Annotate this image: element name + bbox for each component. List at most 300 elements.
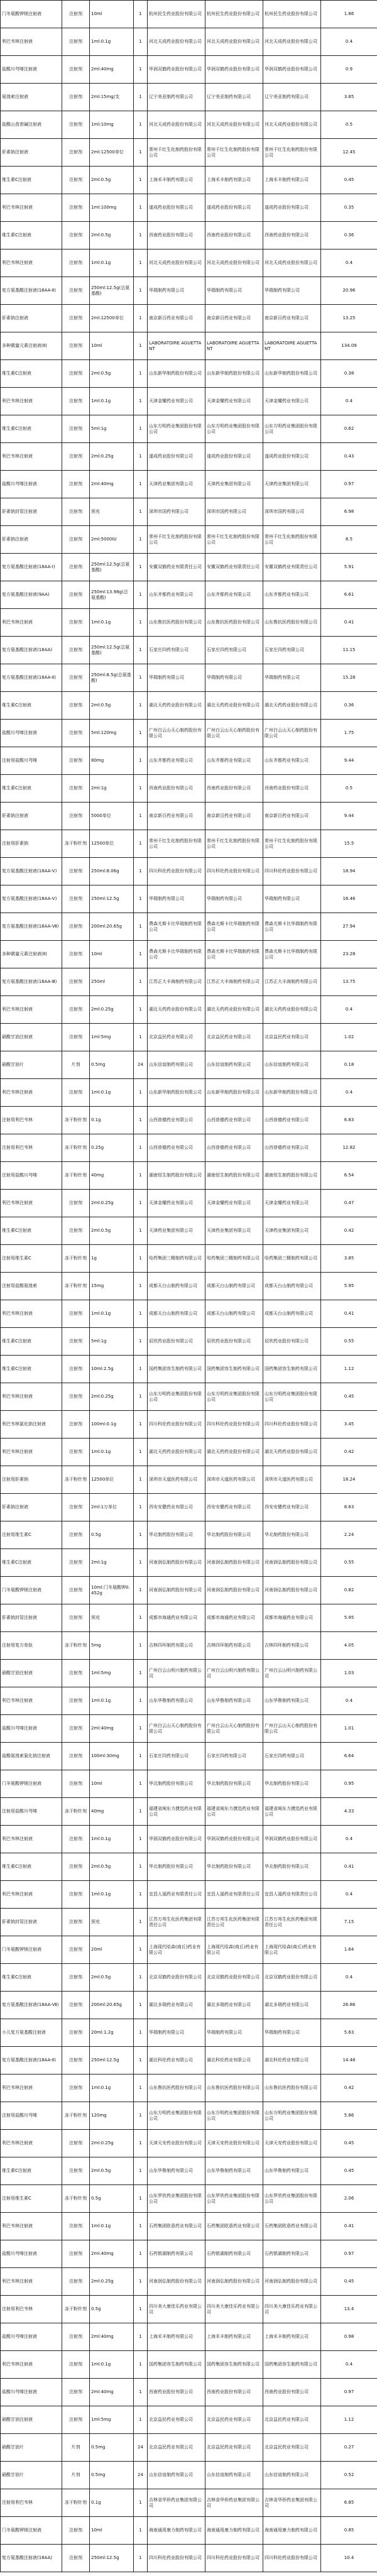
pack-qty-cell: 1 [134, 2268, 148, 2296]
specification-cell: 2ml:15mg/支 [90, 84, 134, 111]
table-row [1, 1356, 377, 1383]
table-row [1, 1107, 377, 1134]
dosage-form-cell: 注射剂 [62, 1964, 90, 1992]
price-cell: 1.75 [321, 720, 377, 747]
table-row [1, 1466, 377, 1494]
pack-qty-cell: 1 [134, 1853, 148, 1881]
table-row [1, 1079, 377, 1107]
manufacturer-cell: 哈药集团三精制药有限公司 [148, 1245, 205, 1273]
drug-name-cell: 门冬氨酸钾镁注射液 [1, 1770, 62, 1798]
table-row [1, 1521, 377, 1549]
dosage-form-cell: 注射剂 [62, 305, 90, 332]
specification-cell: 2ml:0.5g [90, 1217, 134, 1245]
pack-qty-cell: 1 [134, 2240, 148, 2268]
dosage-form-cell: 注射剂 [62, 1881, 90, 1909]
pack-qty-cell: 1 [134, 1798, 148, 1826]
manufacturer-cell: 吉林省华侨药业集团有限公司 [148, 2489, 205, 2517]
pack-qty-cell: 1 [134, 56, 148, 84]
table-row [1, 1604, 377, 1632]
pack-qty-cell: 1 [134, 2075, 148, 2102]
manufacturer-cell: 湖北科伦药业有限公司 [148, 2047, 205, 2075]
distributor-cell: 天津金耀药业有限公司 [263, 1190, 321, 1217]
specification-cell: 1ml:0.1g [90, 609, 134, 637]
specification-cell: 2ml:0.5g [90, 167, 134, 194]
dosage-form-cell: 注射剂 [62, 1909, 90, 1936]
specification-cell: 250ml:8.06g [90, 858, 134, 885]
table-body [1, 1, 377, 2572]
distributor-cell: 河南润弘制药股份有限公司 [263, 1549, 321, 1577]
drug-name-cell: 利巴韦林注射液 [1, 1190, 62, 1217]
distributor-cell: 成都天台山制药有限公司 [263, 1300, 321, 1328]
distributor-cell: 国药集团容生制药有限公司 [263, 2351, 321, 2379]
specification-cell: 2ml:40mg [90, 471, 134, 498]
manufacturer-cell: 成都天台山制药有限公司 [148, 1300, 205, 1328]
table-row [1, 1439, 377, 1466]
table-row [1, 941, 377, 968]
table-row [1, 2434, 377, 2462]
pack-qty-cell: 1 [134, 1245, 148, 1273]
distributor-cell: 遂成药业股份有限公司 [263, 443, 321, 471]
dosage-form-cell: 注射剂 [62, 1604, 90, 1632]
pack-qty-cell: 1 [134, 1992, 148, 2019]
price-cell: 1.12 [321, 2406, 377, 2434]
manufacturer-cell: 北京益民药业有限公司 [148, 2434, 205, 2462]
manufacturer-cell: 山东方明药业集团股份有限公司 [148, 2102, 205, 2130]
applicant-cell: 华北制药股份有限公司 [205, 1521, 263, 1549]
applicant-cell: 天津药业集团有限公司 [205, 471, 263, 498]
table-row [1, 1936, 377, 1964]
applicant-cell: 山东信谊制药有限公司 [205, 1051, 263, 1079]
specification-cell: 1ml:5mg [90, 2406, 134, 2434]
manufacturer-cell: 深圳市国药有限公司 [148, 498, 205, 526]
specification-cell: 2ml:0.25g [90, 1383, 134, 1411]
distributor-cell: 深圳市国药有限公司 [263, 498, 321, 526]
pack-qty-cell: 1 [134, 1356, 148, 1383]
price-cell: 0.35 [321, 194, 377, 222]
specification-cell: 2ml:40mg [90, 2379, 134, 2406]
table-row [1, 637, 377, 664]
pack-qty-cell: 24 [134, 2462, 148, 2489]
drug-name-cell: 利巴韦林注射液 [1, 2351, 62, 2379]
drug-name-cell: 维生素C注射液 [1, 2157, 62, 2185]
distributor-cell: 华润双鹤药业股份有限公司 [263, 1826, 321, 1853]
pack-qty-cell: 1 [134, 664, 148, 692]
specification-cell: 0.1g [90, 2489, 134, 2517]
manufacturer-cell: 山东鲁抗医药股份有限公司 [148, 2075, 205, 2102]
specification-cell: 2ml:40mg [90, 2323, 134, 2351]
drug-name-cell: 门冬氨酸钾镁注射液 [1, 1936, 62, 1964]
drug-name-cell: 肝素钠注射液 [1, 526, 62, 554]
drug-name-cell: 硝酸甘油注射液 [1, 1660, 62, 1687]
table-row [1, 581, 377, 609]
specification-cell: 1ml:0.1g [90, 1881, 134, 1909]
distributor-cell: 江苏正大丰海制药有限公司 [263, 968, 321, 996]
table-row [1, 84, 377, 111]
price-cell: 0.5 [321, 775, 377, 803]
pack-qty-cell: 1 [134, 1411, 148, 1439]
table-row [1, 360, 377, 388]
distributor-cell: 石药集团欧意药业有限公司 [263, 2213, 321, 2240]
applicant-cell: 北京双鹤药业股份有限公司 [205, 1964, 263, 1992]
drug-name-cell: 维生素C注射液 [1, 1217, 62, 1245]
applicant-cell: 福建省闽东力捷迅药业有限公司 [205, 1798, 263, 1826]
distributor-cell: 西南药业股份有限公司 [263, 222, 321, 249]
pack-qty-cell: 1 [134, 1715, 148, 1743]
drug-name-cell: 利巴韦林注射液 [1, 194, 62, 222]
distributor-cell: 山东鲁抗医药股份有限公司 [263, 609, 321, 637]
table-row [1, 1660, 377, 1687]
specification-cell: 250ml:12.5g(总氨基酸) [90, 637, 134, 664]
drug-name-cell: 维生素C注射液 [1, 1549, 62, 1577]
applicant-cell: 广州白云山天心制药股份有限公司 [205, 720, 263, 747]
table-row [1, 2240, 377, 2268]
distributor-cell: 江苏万邦生化医药集团有限责任公司 [263, 1909, 321, 1936]
specification-cell: 100ml:30mg [90, 1743, 134, 1770]
price-cell: 0.52 [321, 2462, 377, 2489]
dosage-form-cell: 注射剂 [62, 1300, 90, 1328]
applicant-cell: 四川科伦药业股份有限公司 [205, 1411, 263, 1439]
drug-name-cell: 硝酸甘油片 [1, 2462, 62, 2489]
table-row [1, 830, 377, 858]
table-row [1, 1715, 377, 1743]
applicant-cell: 常州千红生化制药股份有限公司 [205, 139, 263, 167]
pack-qty-cell: 1 [134, 1107, 148, 1134]
drug-name-cell: 门冬氨酸钾镁注射液 [1, 2517, 62, 2545]
pack-qty-cell: 1 [134, 1881, 148, 1909]
specification-cell: 250ml:12.5g [90, 2545, 134, 2572]
applicant-cell: 华北制药股份有限公司 [205, 1853, 263, 1881]
drug-name-cell: 注射用肝素钠 [1, 830, 62, 858]
manufacturer-cell: 山东方明药业集团股份有限公司 [148, 415, 205, 443]
distributor-cell: 上海禾丰制药有限公司 [263, 2323, 321, 2351]
dosage-form-cell: 冻干粉针剂 [62, 1162, 90, 1190]
applicant-cell: 河北天成药业股份有限公司 [205, 111, 263, 139]
price-cell: 27.94 [321, 913, 377, 941]
table-row [1, 2019, 377, 2047]
distributor-cell: 湖北科伦药业有限公司 [263, 2047, 321, 2075]
applicant-cell: 山东鲁抗医药股份有限公司 [205, 609, 263, 637]
dosage-form-cell: 冻干粉针剂 [62, 1798, 90, 1826]
table-row [1, 968, 377, 996]
specification-cell: 5ml:120mg [90, 720, 134, 747]
specification-cell: 1ml:0.1g [90, 1439, 134, 1466]
specification-cell: 2ml:12500单位 [90, 305, 134, 332]
distributor-cell: 山西普德药业有限公司 [263, 1134, 321, 1162]
manufacturer-cell: 吉林四环制药有限公司 [148, 1632, 205, 1660]
table-row [1, 858, 377, 885]
table-row [1, 194, 377, 222]
distributor-cell: 西南药业股份有限公司 [263, 775, 321, 803]
dosage-form-cell: 注射剂 [62, 415, 90, 443]
specification-cell: 1ml:0.1g [90, 1079, 134, 1107]
applicant-cell: 华北制药股份有限公司 [205, 1770, 263, 1798]
drug-name-cell: 注射用维生素C [1, 2185, 62, 2213]
drug-name-cell: 多种微量元素注射液(Ⅱ) [1, 332, 62, 360]
applicant-cell: 北京益民药业有限公司 [205, 1024, 263, 1051]
distributor-cell: 华北制药股份有限公司 [263, 1521, 321, 1549]
manufacturer-cell: 北京益民药业有限公司 [148, 1024, 205, 1051]
distributor-cell: 北京益民药业有限公司 [263, 1024, 321, 1051]
distributor-cell: 华瑞制药有限公司 [263, 664, 321, 692]
specification-cell: 1ml:0.1g [90, 249, 134, 277]
pack-qty-cell: 1 [134, 1217, 148, 1245]
applicant-cell: 遂成药业股份有限公司 [205, 194, 263, 222]
price-cell: 7.15 [321, 1909, 377, 1936]
dosage-form-cell: 片剂 [62, 2434, 90, 2462]
table-row [1, 111, 377, 139]
manufacturer-cell: 河南润弘制药股份有限公司 [148, 1577, 205, 1604]
table-row [1, 1217, 377, 1245]
pack-qty-cell: 1 [134, 2019, 148, 2047]
manufacturer-cell: 天津金耀药业有限公司 [148, 1190, 205, 1217]
applicant-cell: 上海禾丰制药有限公司 [205, 167, 263, 194]
specification-cell: 2ml:40mg [90, 1715, 134, 1743]
price-cell: 13.4 [321, 2296, 377, 2323]
manufacturer-cell: 江苏正大丰海制药有限公司 [148, 968, 205, 996]
drug-name-cell: 维生素C注射液 [1, 222, 62, 249]
manufacturer-cell: 遂成药业股份有限公司 [148, 194, 205, 222]
pack-qty-cell: 1 [134, 2296, 148, 2323]
distributor-cell: 北京益民药业有限公司 [263, 2434, 321, 2462]
dosage-form-cell: 注射剂 [62, 1, 90, 28]
manufacturer-cell: 北京益民药业有限公司 [148, 2406, 205, 2434]
pack-qty-cell: 1 [134, 1190, 148, 1217]
dosage-form-cell: 注射剂 [62, 2406, 90, 2434]
specification-cell: 2ml:0.5g [90, 1964, 134, 1992]
table-row [1, 803, 377, 830]
applicant-cell: 西安安健药业有限公司 [205, 1494, 263, 1521]
drug-name-cell: 注射用盐酸川芎嗪 [1, 1162, 62, 1190]
pack-qty-cell: 1 [134, 1604, 148, 1632]
manufacturer-cell: 常州千红生化制药股份有限公司 [148, 526, 205, 554]
pack-qty-cell: 1 [134, 2379, 148, 2406]
table-row [1, 2075, 377, 2102]
table-row [1, 28, 377, 56]
price-cell: 26.86 [321, 1992, 377, 2019]
dosage-form-cell: 冻干粉针剂 [62, 1632, 90, 1660]
manufacturer-cell: 国药集团容生制药有限公司 [148, 1356, 205, 1383]
price-cell: 18.94 [321, 858, 377, 885]
manufacturer-cell: 河南润弘制药股份有限公司 [148, 2268, 205, 2296]
price-cell: 14.48 [321, 2047, 377, 2075]
manufacturer-cell: 广州白云山天心制药股份有限公司 [148, 720, 205, 747]
manufacturer-cell: 四川美大康佳乐药业有限公司 [148, 2296, 205, 2323]
table-row [1, 2157, 377, 2185]
distributor-cell: 天津金耀药业有限公司 [263, 388, 321, 415]
drug-name-cell: 注射用盐酸川芎嗪 [1, 1798, 62, 1826]
pack-qty-cell: 1 [134, 996, 148, 1024]
distributor-cell: 山东鲁抗医药股份有限公司 [263, 2075, 321, 2102]
dosage-form-cell: 注射剂 [62, 2213, 90, 2240]
table-row [1, 664, 377, 692]
distributor-cell: 西南药业股份有限公司 [263, 2379, 321, 2406]
distributor-cell: 常州千红生化制药股份有限公司 [263, 139, 321, 167]
drug-name-cell: 维生素C注射液 [1, 1853, 62, 1881]
applicant-cell: 上海禾丰制药有限公司 [205, 2323, 263, 2351]
pack-qty-cell: 1 [134, 747, 148, 775]
specification-cell: 1ml:5mg [90, 1024, 134, 1051]
dosage-form-cell: 注射剂 [62, 2047, 90, 2075]
price-cell: 0.4 [321, 1964, 377, 1992]
table-row [1, 1273, 377, 1300]
drug-name-cell: 复方氨基酸注射液(18AA-Ⅱ) [1, 2047, 62, 2075]
drug-name-cell: 利巴韦林注射液 [1, 2075, 62, 2102]
price-cell: 5.95 [321, 1604, 377, 1632]
drug-name-cell: 维生素C注射液 [1, 1328, 62, 1356]
price-cell: 0.95 [321, 1770, 377, 1798]
table-row [1, 913, 377, 941]
table-row [1, 1853, 377, 1881]
applicant-cell: 费森尤斯卡比华瑞制药有限公司 [205, 941, 263, 968]
pack-qty-cell: 1 [134, 332, 148, 360]
drug-name-cell: 注射用盐酸川芎嗪 [1, 747, 62, 775]
price-cell: 6.54 [321, 1162, 377, 1190]
dosage-form-cell: 注射剂 [62, 1826, 90, 1853]
applicant-cell: 湖北天药药业股份有限公司 [205, 692, 263, 720]
specification-cell: 40mg [90, 1798, 134, 1826]
drug-name-cell: 肝素钠封管注射液 [1, 1604, 62, 1632]
price-cell: 0.55 [321, 1328, 377, 1356]
specification-cell: 12500单位 [90, 830, 134, 858]
table-row [1, 167, 377, 194]
distributor-cell: 石家庄四药有限公司 [263, 637, 321, 664]
price-cell: 6.98 [321, 498, 377, 526]
drug-name-cell: 盐酸川芎嗪注射液 [1, 2240, 62, 2268]
price-cell: 0.41 [321, 1853, 377, 1881]
table-row [1, 2268, 377, 2296]
table-row [1, 1328, 377, 1356]
manufacturer-cell: 石药银湖制药有限公司 [148, 2240, 205, 2268]
drug-name-cell: 复方氨基酸注射液(18AA-Ⅴ) [1, 858, 62, 885]
price-cell: 0.4 [321, 1881, 377, 1909]
specification-cell: 预充 [90, 1909, 134, 1936]
specification-cell: 250ml:12.5g(总氨基酸) [90, 554, 134, 581]
price-cell: 134.09 [321, 332, 377, 360]
dosage-form-cell: 注射剂 [62, 637, 90, 664]
pack-qty-cell: 1 [134, 2157, 148, 2185]
table-row [1, 2545, 377, 2572]
price-cell: 13.75 [321, 968, 377, 996]
price-cell: 0.45 [321, 167, 377, 194]
drug-name-cell: 盐酸川芎嗪注射液 [1, 1715, 62, 1743]
dosage-form-cell: 冻干粉针剂 [62, 1273, 90, 1300]
price-cell: 0.45 [321, 2130, 377, 2157]
dosage-form-cell: 注射剂 [62, 858, 90, 885]
dosage-form-cell: 注射剂 [62, 443, 90, 471]
price-cell: 23.28 [321, 941, 377, 968]
drug-name-cell: 维生素C注射液 [1, 692, 62, 720]
applicant-cell: 山东齐都药业有限公司 [205, 747, 263, 775]
price-cell: 0.62 [321, 415, 377, 443]
price-cell: 0.4 [321, 388, 377, 415]
price-cell: 0.4 [321, 28, 377, 56]
applicant-cell: 吉林省华侨药业集团有限公司 [205, 2489, 263, 2517]
dosage-form-cell: 注射剂 [62, 664, 90, 692]
dosage-form-cell: 注射剂 [62, 1190, 90, 1217]
applicant-cell: 北京益民药业有限公司 [205, 2406, 263, 2434]
manufacturer-cell: 华瑞制药有限公司 [148, 664, 205, 692]
applicant-cell: 四川科伦药业股份有限公司 [205, 2545, 263, 2572]
drug-name-cell: 盐酸山莨菪碱注射液 [1, 111, 62, 139]
manufacturer-cell: 山东华鲁制药有限公司 [148, 1687, 205, 1715]
pack-qty-cell: 1 [134, 222, 148, 249]
drug-name-cell: 门冬氨酸钾镁注射液 [1, 1, 62, 28]
manufacturer-cell: 湖北多瑞药业有限公司 [148, 1992, 205, 2019]
distributor-cell: LABORATOIRE AGUETTANT [263, 332, 321, 360]
table-row [1, 1770, 377, 1798]
distributor-cell: 四川科伦药业股份有限公司 [263, 858, 321, 885]
applicant-cell: 山东信谊制药有限公司 [205, 2462, 263, 2489]
applicant-cell: 上海现代哈森(商丘)药业有限公司 [205, 1936, 263, 1964]
pack-qty-cell: 1 [134, 1439, 148, 1466]
manufacturer-cell: 华北制药股份有限公司 [148, 1853, 205, 1881]
manufacturer-cell: 山东信谊制药有限公司 [148, 1051, 205, 1079]
pack-qty-cell: 1 [134, 471, 148, 498]
manufacturer-cell: 山东华鲁制药有限公司 [148, 2157, 205, 2185]
table-row [1, 692, 377, 720]
applicant-cell: 湖北天药药业股份有限公司 [205, 1439, 263, 1466]
price-cell: 2.24 [321, 1521, 377, 1549]
manufacturer-cell: 河南润弘制药股份有限公司 [148, 1549, 205, 1577]
distributor-cell: 河北天成药业股份有限公司 [263, 111, 321, 139]
specification-cell: 2ml:0.25g [90, 2268, 134, 2296]
distributor-cell: 四川科伦药业股份有限公司 [263, 2545, 321, 2572]
specification-cell: 200ml:20.65g [90, 913, 134, 941]
manufacturer-cell: 江苏万邦生化医药集团有限责任公司 [148, 1909, 205, 1936]
drug-name-cell: 利巴韦林注射液 [1, 2213, 62, 2240]
distributor-cell: 湖北天药药业股份有限公司 [263, 692, 321, 720]
drug-name-cell: 小儿复方氨基酸注射液 [1, 2019, 62, 2047]
dosage-form-cell: 注射剂 [62, 1356, 90, 1383]
pack-qty-cell: 1 [134, 830, 148, 858]
drug-name-cell: 注射用盐酸氨溴索 [1, 1273, 62, 1300]
applicant-cell: 西南药业股份有限公司 [205, 775, 263, 803]
price-cell: 0.45 [321, 2268, 377, 2296]
applicant-cell: 山东新华制药股份有限公司 [205, 360, 263, 388]
specification-cell: 250ml [90, 968, 134, 996]
specification-cell: 2ml:0.5g [90, 2157, 134, 2185]
specification-cell: 100ml:0.1g [90, 1411, 134, 1439]
dosage-form-cell: 注射剂 [62, 1024, 90, 1051]
manufacturer-cell: 湖北天药药业股份有限公司 [148, 996, 205, 1024]
distributor-cell: 华北制药股份有限公司 [263, 1853, 321, 1881]
price-cell: 18.24 [321, 1466, 377, 1494]
pack-qty-cell: 1 [134, 720, 148, 747]
distributor-cell: 费森尤斯卡比华瑞制药有限公司 [263, 913, 321, 941]
pack-qty-cell: 1 [134, 1549, 148, 1577]
table-row [1, 2406, 377, 2434]
specification-cell: 250ml:12.5g [90, 885, 134, 913]
applicant-cell: 常州千红生化制药股份有限公司 [205, 526, 263, 554]
table-row [1, 249, 377, 277]
dosage-form-cell: 注射剂 [62, 2323, 90, 2351]
price-cell: 0.42 [321, 1439, 377, 1466]
distributor-cell: 山东方明药业集团股份有限公司 [263, 1383, 321, 1411]
distributor-cell: 南京新百药业有限公司 [263, 305, 321, 332]
specification-cell: 2ml:0.25g [90, 1190, 134, 1217]
manufacturer-cell: 宜昌人福药业有限责任公司 [148, 1881, 205, 1909]
specification-cell: 12500单位 [90, 1466, 134, 1494]
price-cell: 15.28 [321, 664, 377, 692]
dosage-form-cell: 注射剂 [62, 2157, 90, 2185]
drug-name-cell: 注射用利巴韦林 [1, 2489, 62, 2517]
drug-name-cell: 利巴韦林注射液 [1, 609, 62, 637]
dosage-form-cell: 注射剂 [62, 803, 90, 830]
specification-cell: 5ml:1g [90, 415, 134, 443]
distributor-cell: 西安安健药业有限公司 [263, 1494, 321, 1521]
dosage-form-cell: 注射剂 [62, 885, 90, 913]
distributor-cell: 山东方明药业集团股份有限公司 [263, 2102, 321, 2130]
